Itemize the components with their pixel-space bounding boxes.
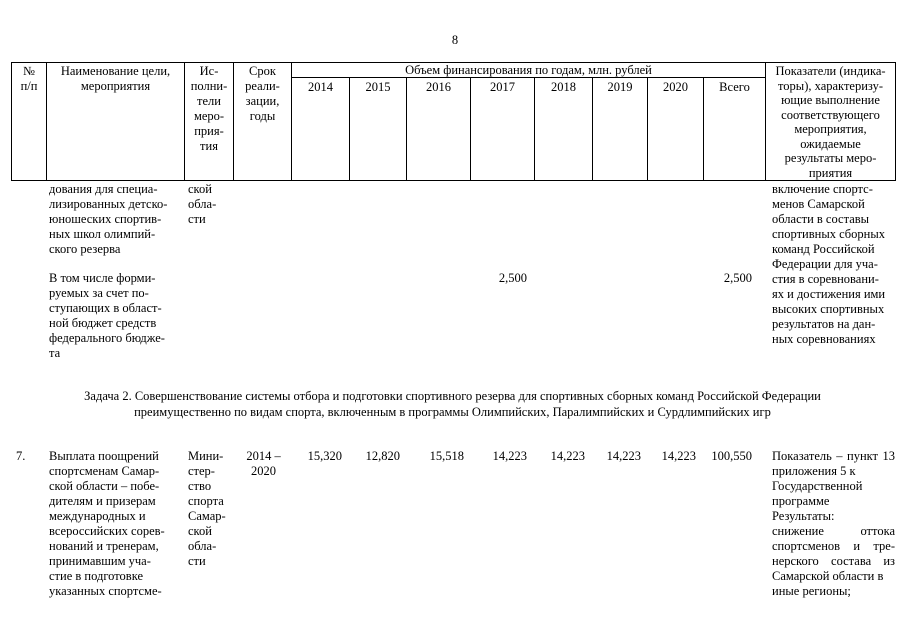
header-name: Наименование цели, мероприятия xyxy=(60,64,171,93)
row7-value-2019: 14,223 xyxy=(606,449,641,463)
header-year-2017: 2017 xyxy=(490,80,515,94)
continuation-executors: ской обла- сти xyxy=(188,182,217,226)
header-executors: Ис- полни- тели меро- прия- тия xyxy=(190,64,228,153)
page-number: 8 xyxy=(451,33,459,47)
row7-results-text: снижение оттока спортсменов и тре- нерского состава из xyxy=(772,524,895,568)
row7-results-end: Самарской области в иные регионы; xyxy=(772,569,884,598)
continuation-indicators: включение спортс- менов Самарской области в составы спортивных сборных команд Российской Федерации для уча- стия в соревновани- ях и достижения ими высоких спортивных результатов на дан- ных соревнованиях xyxy=(772,182,886,346)
header-year-2018: 2018 xyxy=(551,80,576,94)
row7-term: 2014 – 2020 xyxy=(246,449,281,478)
row7-executors: Мини- стер- ство спорта Самар- ской обла- сти xyxy=(188,449,226,568)
row7-value-2020: 14,223 xyxy=(661,449,696,463)
header-financing: Объем финансирования по годам, млн. рублей xyxy=(405,63,652,77)
row7-value-2016: 15,518 xyxy=(429,449,464,463)
row7-total: 100,550 xyxy=(711,449,752,463)
continuation-sub-2017: 2,500 xyxy=(498,271,527,285)
row7-name: Выплата поощрений спортсменам Самар- ской области – побе- дителям и призерам международных и всероссийских сорев- нований и тренерам, принимавшим уча- стие в подготовке указанных спортсме- xyxy=(49,449,165,598)
row7-indicator-rest: Государственной программе Результаты: xyxy=(772,479,863,523)
row7-value-2015: 12,820 xyxy=(365,449,400,463)
header-term: Срок реали- зации, годы xyxy=(245,64,280,123)
header-year-2019: 2019 xyxy=(607,80,633,94)
header-total: Всего xyxy=(719,80,750,94)
row7-num: 7. xyxy=(16,449,26,463)
continuation-sub-total: 2,500 xyxy=(723,271,752,285)
row7-value-2018: 14,223 xyxy=(550,449,585,463)
row7-value-2017: 14,223 xyxy=(492,449,527,463)
header-year-2016: 2016 xyxy=(426,80,451,94)
row7-indicator-head: Показатель – пункт 13 приложения 5 к xyxy=(772,449,895,478)
header-year-2020: 2020 xyxy=(663,80,688,94)
task-heading-line1: Задача 2. Совершенствование системы отбора и подготовки спортивного резерва для спортивных сборных команд Российской Федерации xyxy=(84,389,821,403)
header-year-2015: 2015 xyxy=(365,80,391,94)
task-heading-line2: преимущественно по видам спорта, включенным в программы Олимпийских, Паралимпийских и Сурдлимпийских игр xyxy=(134,405,771,419)
row7-value-2014: 15,320 xyxy=(307,449,342,463)
header-indicators: Показатели (индика- торы), характеризу- ющие выполнение соответствующего мероприятия, ожидаемые результаты меро- приятия xyxy=(775,64,886,180)
continuation-sub-name: В том числе форми- руемых за счет по- ступающих в област- ной бюджет средств федерального бюдже- та xyxy=(49,271,165,360)
continuation-name: дования для специа- лизированных детско- юношеских спортив- ных школ олимпий- ского резерва xyxy=(49,182,168,256)
header-year-2014: 2014 xyxy=(308,80,333,94)
header-num: № п/п xyxy=(20,64,38,93)
